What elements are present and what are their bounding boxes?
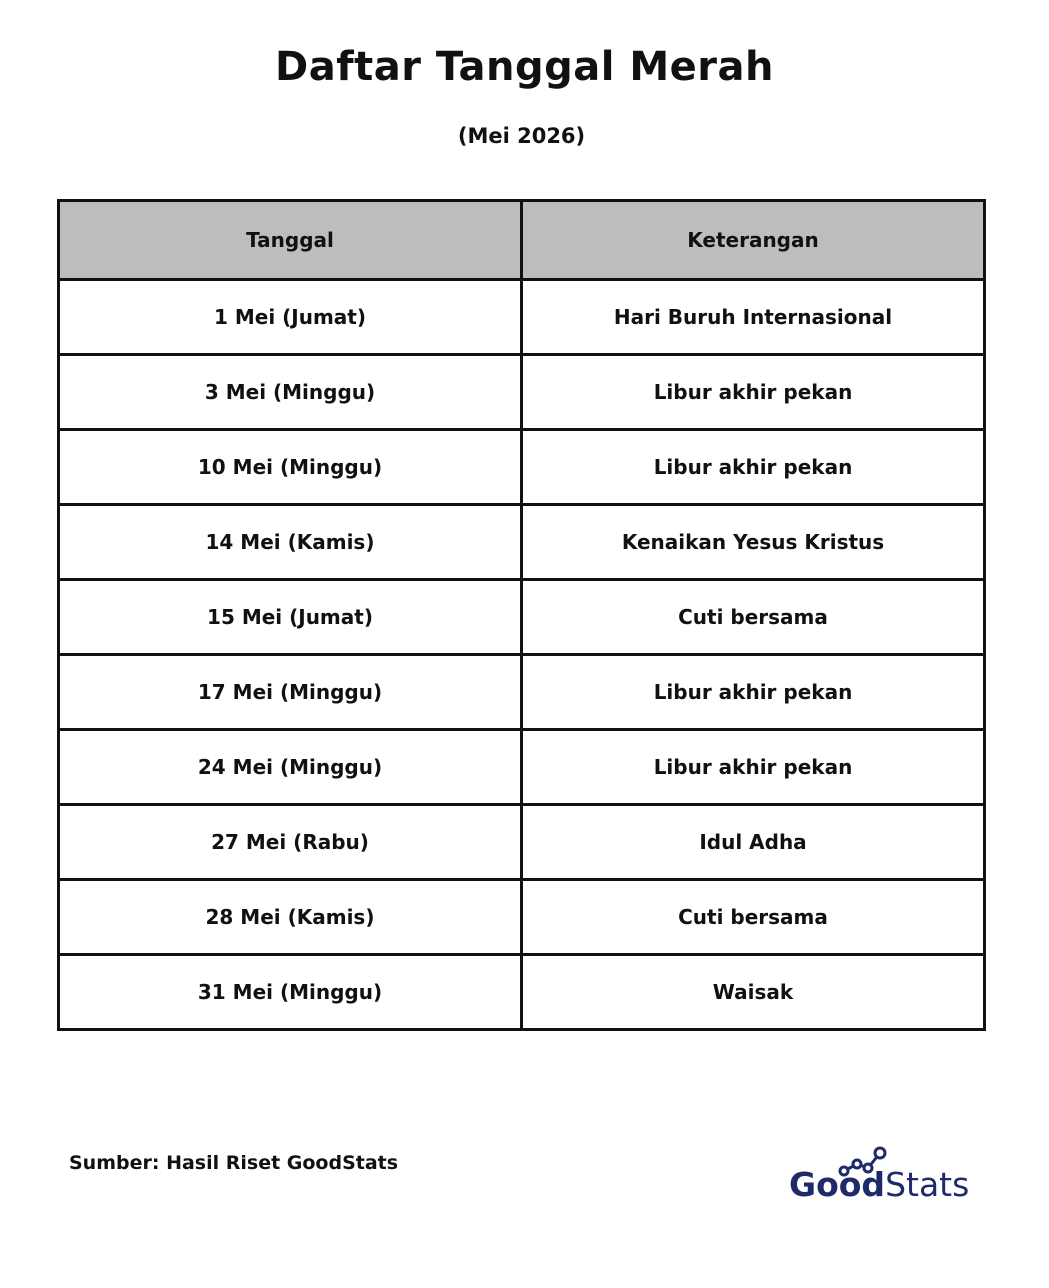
description-cell: Libur akhir pekan xyxy=(522,655,985,730)
logo-text-good: Good xyxy=(789,1165,886,1204)
table-row xyxy=(59,730,985,805)
date-cell: 31 Mei (Minggu) xyxy=(59,955,522,1030)
description-cell: Cuti bersama xyxy=(522,880,985,955)
description-cell: Kenaikan Yesus Kristus xyxy=(522,505,985,580)
description-cell: Idul Adha xyxy=(522,805,985,880)
date-cell: 1 Mei (Jumat) xyxy=(59,280,522,355)
holiday-table xyxy=(57,199,986,1031)
table-row xyxy=(59,355,985,430)
description-cell: Libur akhir pekan xyxy=(522,355,985,430)
description-cell: Waisak xyxy=(522,955,985,1030)
description-cell: Libur akhir pekan xyxy=(522,430,985,505)
table-row xyxy=(59,430,985,505)
date-cell: 24 Mei (Minggu) xyxy=(59,730,522,805)
description-cell: Cuti bersama xyxy=(522,580,985,655)
date-cell: 28 Mei (Kamis) xyxy=(59,880,522,955)
source-note: Sumber: Hasil Riset GoodStats xyxy=(69,1152,399,1174)
page-subtitle: (Mei 2026) xyxy=(457,124,586,148)
table-row xyxy=(59,655,985,730)
date-cell: 17 Mei (Minggu) xyxy=(59,655,522,730)
date-cell: 10 Mei (Minggu) xyxy=(59,430,522,505)
svg-text:GoodStats xyxy=(789,1165,969,1204)
table-row xyxy=(59,955,985,1030)
table-row xyxy=(59,805,985,880)
date-cell: 14 Mei (Kamis) xyxy=(59,505,522,580)
table-row xyxy=(59,280,985,355)
column-header-tanggal: Tanggal xyxy=(59,201,522,280)
table-header-row xyxy=(59,201,985,280)
table-row xyxy=(59,880,985,955)
description-cell: Libur akhir pekan xyxy=(522,730,985,805)
logo-text-stats: Stats xyxy=(885,1165,970,1204)
table-row xyxy=(59,505,985,580)
page-title: Daftar Tanggal Merah xyxy=(275,44,774,90)
table-row xyxy=(59,580,985,655)
date-cell: 15 Mei (Jumat) xyxy=(59,580,522,655)
date-cell: 27 Mei (Rabu) xyxy=(59,805,522,880)
column-header-keterangan: Keterangan xyxy=(522,201,985,280)
date-cell: 3 Mei (Minggu) xyxy=(59,355,522,430)
description-cell: Hari Buruh Internasional xyxy=(522,280,985,355)
goodstats-logo xyxy=(786,1140,976,1206)
